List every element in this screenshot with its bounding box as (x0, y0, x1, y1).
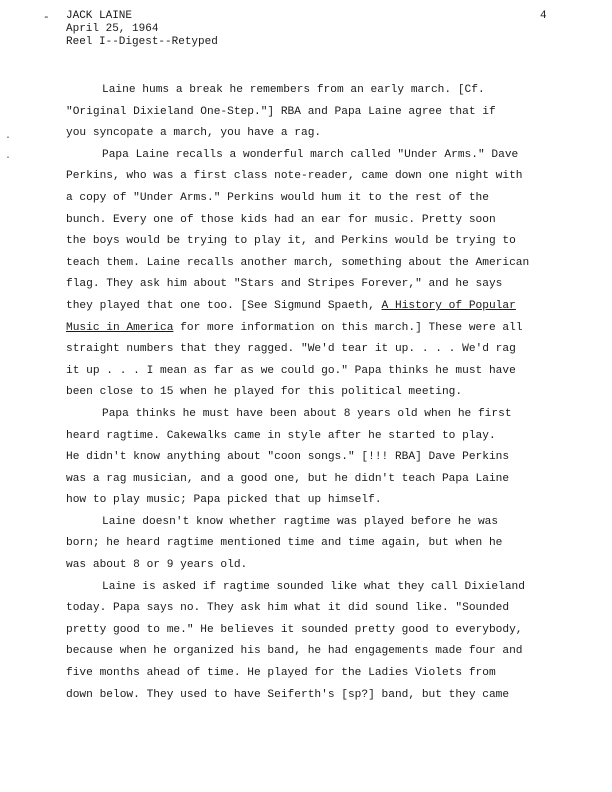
text-line: down below. They used to have Seiferth's [sp?] band, but they came (66, 688, 510, 701)
text-line: pretty good to me." He believes it sounded pretty good to everybody, (66, 623, 523, 636)
margin-dash: - (43, 12, 50, 24)
text-segment: for more information on this march.] These were all (173, 321, 523, 334)
text-line: teach them. Laine recalls another march, something about the American (66, 256, 530, 269)
text-line: was about 8 or 9 years old. (66, 559, 248, 572)
text-line: Papa Laine recalls a wonderful march called "Under Arms." Dave (102, 148, 519, 161)
text-line: Laine hums a break he remembers from an early march. [Cf. (102, 84, 485, 96)
text-line: Papa thinks he must have been about 8 years old when he first (102, 407, 512, 420)
paragraph (66, 80, 566, 145)
text-line (66, 296, 566, 318)
document-header (66, 10, 218, 49)
reel-label: Reel I--Digest--Retyped (66, 36, 218, 48)
text-line: bunch. Every one of those kids had an ear for music. Pretty soon (66, 213, 496, 226)
paragraph (66, 145, 566, 404)
text-line: born; he heard ragtime mentioned time and time again, but when he (66, 537, 503, 550)
text-line: how to play music; Papa picked that up himself. (66, 494, 382, 507)
text-line: the boys would be trying to play it, and Perkins would be trying to (66, 235, 516, 248)
text-line: was a rag musician, and a good one, but he didn't teach Papa Laine (66, 472, 510, 485)
text-line: heard ragtime. Cakewalks came in style after he started to play. (66, 429, 496, 442)
text-line: flag. They ask him about "Stars and Stripes Forever," and he says (66, 278, 503, 291)
text-line: a copy of "Under Arms." Perkins would hum it to the rest of the (66, 191, 489, 204)
book-title: A History of Popular (381, 299, 516, 312)
interviewee-name: JACK LAINE (66, 10, 133, 22)
text-line: been close to 15 when he played for this political meeting. (66, 386, 463, 399)
document-body (66, 80, 566, 706)
text-line: today. Papa says no. They ask him what it did sound like. "Sounded (66, 602, 510, 615)
book-title: Music in America (66, 321, 174, 334)
margin-mark: . (5, 151, 12, 162)
paragraph (66, 577, 566, 707)
text-line: straight numbers that they ragged. "We'd tear it up. . . . We'd rag (66, 343, 516, 356)
text-line: it up . . . I mean as far as we could go." Papa thinks he must have (66, 364, 516, 377)
text-line: you syncopate a march, you have a rag. (66, 127, 322, 140)
paragraph (66, 512, 566, 577)
interview-date: April 25, 1964 (66, 23, 159, 35)
paragraph (66, 404, 566, 512)
text-line (66, 318, 566, 340)
text-segment: they played that one too. [See Sigmund Spaeth, (66, 299, 382, 312)
margin-mark: . (5, 131, 12, 142)
text-line: because when he organized his band, he had engagements made four and (66, 645, 523, 658)
text-line: Laine is asked if ragtime sounded like what they call Dixieland (102, 580, 525, 593)
text-line: He didn't know anything about "coon songs." [!!! RBA] Dave Perkins (66, 451, 510, 464)
text-line: five months ahead of time. He played for the Ladies Violets from (66, 667, 496, 680)
text-line: Laine doesn't know whether ragtime was played before he was (102, 515, 499, 528)
text-line: "Original Dixieland One-Step."] RBA and Papa Laine agree that if (66, 105, 496, 118)
text-line: Perkins, who was a first class note-reader, came down one night with (66, 170, 523, 183)
page-number: 4 (540, 10, 547, 22)
